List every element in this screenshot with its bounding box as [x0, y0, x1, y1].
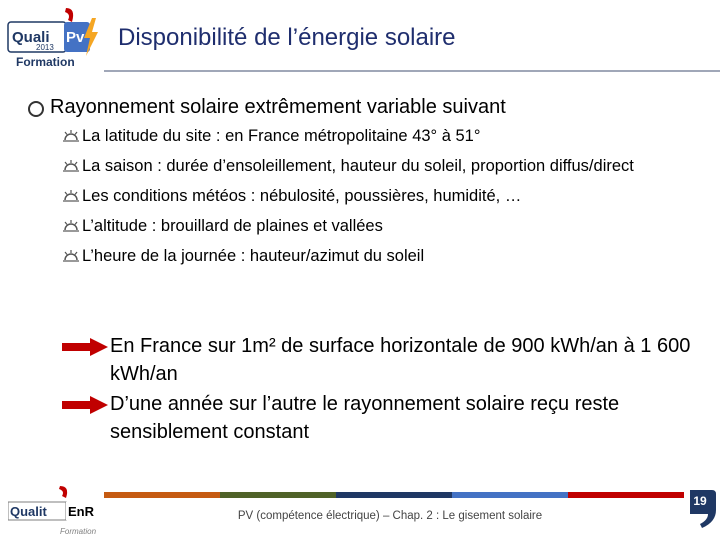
- list-item: [28, 245, 708, 267]
- logo-brand-left: Quali: [12, 29, 50, 46]
- logo-year: 2013: [36, 43, 54, 52]
- sunrise-icon: [62, 189, 80, 203]
- main-content: [28, 96, 708, 275]
- qualitenr-logo: [8, 484, 104, 538]
- page-title: Disponibilité de l’énergie solaire: [118, 24, 456, 51]
- sunrise-icon: [62, 249, 80, 263]
- qualipv-logo: [6, 4, 102, 70]
- statement: [62, 332, 702, 388]
- footer-logo-subtitle: Formation: [60, 527, 97, 536]
- list-item-text: L’altitude : brouillard de plaines et vallées: [82, 217, 383, 235]
- sunrise-icon: [62, 129, 80, 143]
- footer-logo-brand-right: EnR: [68, 504, 94, 519]
- statement-text: En France sur 1m² de surface horizontale de 900 kWh/an à 1 600 kWh/an: [110, 335, 691, 385]
- main-heading: [28, 96, 708, 119]
- list-item-text: La saison : durée d’ensoleillement, hauteur du soleil, proportion diffus/direct: [82, 157, 634, 175]
- right-arrow-icon: [62, 396, 108, 414]
- list-item: [28, 185, 708, 207]
- main-heading-text: Rayonnement solaire extrêmement variable suivant: [50, 96, 506, 118]
- list-item: [28, 155, 708, 177]
- key-statements: [62, 332, 702, 448]
- statement: [62, 390, 702, 446]
- list-item-text: Les conditions météos : nébulosité, poussières, humidité, …: [82, 187, 522, 205]
- right-arrow-icon: [62, 338, 108, 356]
- page-number: 19: [693, 494, 707, 508]
- list-item-text: L’heure de la journée : hauteur/azimut du soleil: [82, 247, 425, 265]
- statement-text: D’une année sur l’autre le rayonnement solaire reçu reste sensiblement constant: [110, 393, 620, 443]
- sunrise-icon: [62, 219, 80, 233]
- footer-caption: PV (compétence électrique) – Chap. 2 : Le gisement solaire: [237, 510, 543, 522]
- header-divider: [104, 70, 720, 72]
- logo-subtitle: Formation: [16, 55, 75, 69]
- footer-color-bar: [104, 492, 684, 498]
- list-item-text: La latitude du site : en France métropolitaine 43° à 51°: [82, 127, 481, 145]
- sunrise-icon: [62, 159, 80, 173]
- footer-logo-brand-left: Qualit: [10, 504, 47, 519]
- logo-brand-right: Pv: [66, 29, 85, 46]
- list-item: [28, 125, 708, 147]
- list-item: [28, 215, 708, 237]
- hollow-circle-icon: [28, 101, 44, 117]
